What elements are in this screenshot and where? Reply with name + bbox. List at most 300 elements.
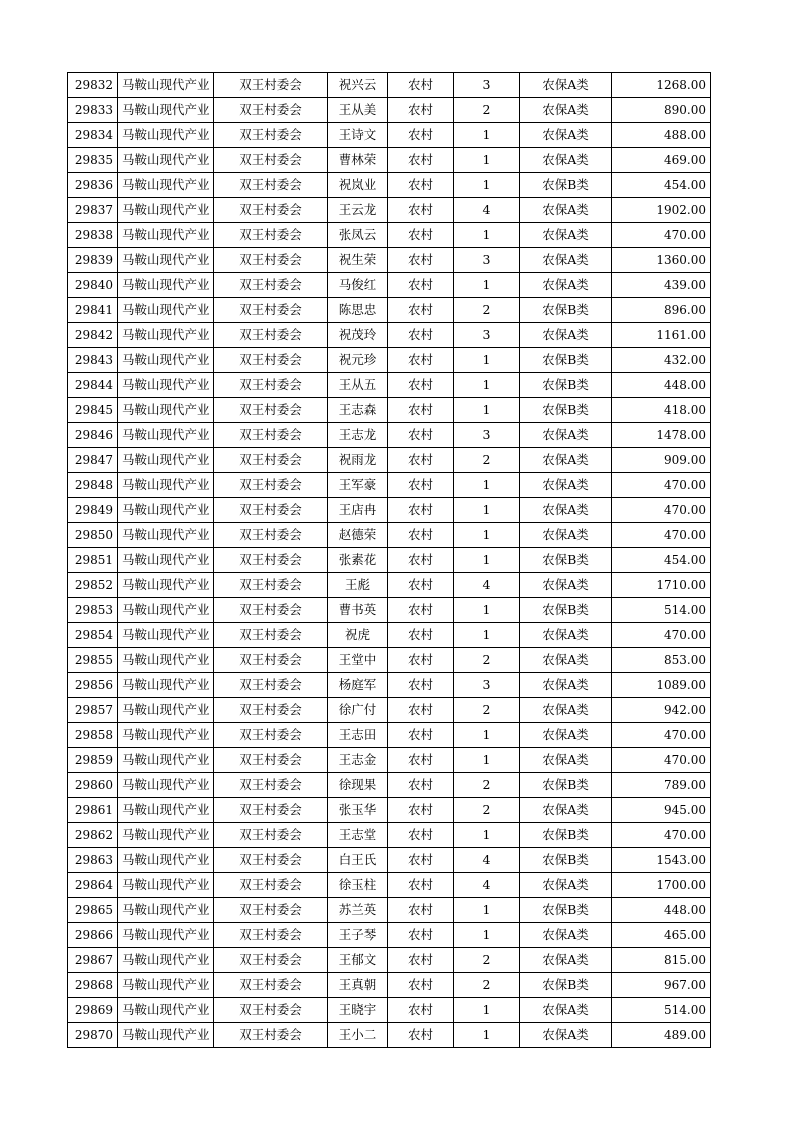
table-row [68,673,711,698]
amount-cell: 470.00 [612,223,711,248]
village-cell: 双王村委会 [214,123,328,148]
village-cell: 双王村委会 [214,948,328,973]
name-cell: 张素花 [328,548,388,573]
name-cell: 王彪 [328,573,388,598]
amount-cell: 815.00 [612,948,711,973]
category-cell: 农保A类 [520,923,612,948]
name-cell: 王从美 [328,98,388,123]
name-cell: 马俊红 [328,273,388,298]
category-cell: 农保A类 [520,873,612,898]
village-cell: 双王村委会 [214,973,328,998]
table-row [68,623,711,648]
village-cell: 双王村委会 [214,323,328,348]
category-cell: 农保A类 [520,423,612,448]
table-row [68,873,711,898]
category-cell: 农保B类 [520,898,612,923]
count-cell: 1 [454,723,520,748]
table-row [68,998,711,1023]
org-cell: 马鞍山现代产业 [118,623,214,648]
table-row [68,848,711,873]
amount-cell: 514.00 [612,998,711,1023]
area-type-cell: 农村 [388,298,454,323]
amount-cell: 909.00 [612,448,711,473]
category-cell: 农保A类 [520,723,612,748]
name-cell: 曹林荣 [328,148,388,173]
area-type-cell: 农村 [388,723,454,748]
row-id-cell: 29865 [68,898,118,923]
name-cell: 赵德荣 [328,523,388,548]
count-cell: 1 [454,748,520,773]
area-type-cell: 农村 [388,898,454,923]
amount-cell: 1161.00 [612,323,711,348]
row-id-cell: 29858 [68,723,118,748]
category-cell: 农保A类 [520,148,612,173]
area-type-cell: 农村 [388,373,454,398]
table-row [68,648,711,673]
category-cell: 农保A类 [520,473,612,498]
amount-cell: 1478.00 [612,423,711,448]
name-cell: 王志田 [328,723,388,748]
name-cell: 王诗文 [328,123,388,148]
count-cell: 1 [454,998,520,1023]
org-cell: 马鞍山现代产业 [118,923,214,948]
row-id-cell: 29844 [68,373,118,398]
org-cell: 马鞍山现代产业 [118,173,214,198]
table-row [68,798,711,823]
row-id-cell: 29868 [68,973,118,998]
table-row [68,348,711,373]
village-cell: 双王村委会 [214,173,328,198]
table-row [68,423,711,448]
row-id-cell: 29837 [68,198,118,223]
row-id-cell: 29861 [68,798,118,823]
table-row [68,398,711,423]
amount-cell: 489.00 [612,1023,711,1048]
area-type-cell: 农村 [388,398,454,423]
org-cell: 马鞍山现代产业 [118,648,214,673]
table-row [68,948,711,973]
row-id-cell: 29856 [68,673,118,698]
name-cell: 张凤云 [328,223,388,248]
area-type-cell: 农村 [388,548,454,573]
table-row [68,323,711,348]
table-row [68,473,711,498]
count-cell: 1 [454,823,520,848]
count-cell: 2 [454,773,520,798]
name-cell: 王军豪 [328,473,388,498]
area-type-cell: 农村 [388,673,454,698]
name-cell: 曹书英 [328,598,388,623]
name-cell: 王志龙 [328,423,388,448]
village-cell: 双王村委会 [214,473,328,498]
village-cell: 双王村委会 [214,98,328,123]
table-row [68,573,711,598]
amount-cell: 454.00 [612,548,711,573]
category-cell: 农保A类 [520,648,612,673]
row-id-cell: 29833 [68,98,118,123]
name-cell: 王志堂 [328,823,388,848]
org-cell: 马鞍山现代产业 [118,573,214,598]
org-cell: 马鞍山现代产业 [118,148,214,173]
table-row [68,298,711,323]
area-type-cell: 农村 [388,973,454,998]
village-cell: 双王村委会 [214,273,328,298]
row-id-cell: 29854 [68,623,118,648]
org-cell: 马鞍山现代产业 [118,498,214,523]
area-type-cell: 农村 [388,923,454,948]
row-id-cell: 29840 [68,273,118,298]
count-cell: 1 [454,373,520,398]
count-cell: 2 [454,448,520,473]
count-cell: 1 [454,223,520,248]
row-id-cell: 29848 [68,473,118,498]
count-cell: 3 [454,73,520,98]
name-cell: 祝元珍 [328,348,388,373]
area-type-cell: 农村 [388,848,454,873]
area-type-cell: 农村 [388,748,454,773]
row-id-cell: 29842 [68,323,118,348]
area-type-cell: 农村 [388,998,454,1023]
area-type-cell: 农村 [388,273,454,298]
area-type-cell: 农村 [388,123,454,148]
name-cell: 王小二 [328,1023,388,1048]
area-type-cell: 农村 [388,623,454,648]
category-cell: 农保A类 [520,748,612,773]
amount-cell: 890.00 [612,98,711,123]
row-id-cell: 29845 [68,398,118,423]
count-cell: 1 [454,473,520,498]
area-type-cell: 农村 [388,798,454,823]
amount-cell: 448.00 [612,898,711,923]
amount-cell: 942.00 [612,698,711,723]
row-id-cell: 29850 [68,523,118,548]
org-cell: 马鞍山现代产业 [118,248,214,273]
village-cell: 双王村委会 [214,823,328,848]
amount-cell: 439.00 [612,273,711,298]
table-row [68,373,711,398]
org-cell: 马鞍山现代产业 [118,123,214,148]
area-type-cell: 农村 [388,248,454,273]
org-cell: 马鞍山现代产业 [118,1023,214,1048]
name-cell: 张玉华 [328,798,388,823]
count-cell: 1 [454,523,520,548]
category-cell: 农保B类 [520,773,612,798]
table-row [68,1023,711,1048]
name-cell: 白王氏 [328,848,388,873]
table-row [68,898,711,923]
row-id-cell: 29869 [68,998,118,1023]
village-cell: 双王村委会 [214,598,328,623]
category-cell: 农保B类 [520,823,612,848]
amount-cell: 1710.00 [612,573,711,598]
area-type-cell: 农村 [388,1023,454,1048]
category-cell: 农保A类 [520,123,612,148]
village-cell: 双王村委会 [214,798,328,823]
village-cell: 双王村委会 [214,398,328,423]
table-row [68,73,711,98]
name-cell: 王真朝 [328,973,388,998]
row-id-cell: 29857 [68,698,118,723]
count-cell: 1 [454,598,520,623]
name-cell: 祝茂玲 [328,323,388,348]
amount-cell: 470.00 [612,723,711,748]
table-row [68,723,711,748]
row-id-cell: 29859 [68,748,118,773]
area-type-cell: 农村 [388,223,454,248]
area-type-cell: 农村 [388,823,454,848]
table-row [68,523,711,548]
village-cell: 双王村委会 [214,73,328,98]
name-cell: 杨庭军 [328,673,388,698]
name-cell: 王店冉 [328,498,388,523]
name-cell: 王云龙 [328,198,388,223]
count-cell: 1 [454,348,520,373]
name-cell: 陈思忠 [328,298,388,323]
category-cell: 农保A类 [520,998,612,1023]
category-cell: 农保B类 [520,848,612,873]
amount-cell: 454.00 [612,173,711,198]
row-id-cell: 29834 [68,123,118,148]
row-id-cell: 29839 [68,248,118,273]
category-cell: 农保B类 [520,398,612,423]
org-cell: 马鞍山现代产业 [118,398,214,423]
amount-cell: 1543.00 [612,848,711,873]
count-cell: 2 [454,648,520,673]
village-cell: 双王村委会 [214,223,328,248]
category-cell: 农保A类 [520,248,612,273]
amount-cell: 945.00 [612,798,711,823]
org-cell: 马鞍山现代产业 [118,998,214,1023]
count-cell: 3 [454,323,520,348]
village-cell: 双王村委会 [214,873,328,898]
row-id-cell: 29867 [68,948,118,973]
table-row [68,273,711,298]
amount-cell: 470.00 [612,823,711,848]
table-row [68,448,711,473]
org-cell: 马鞍山现代产业 [118,473,214,498]
amount-cell: 432.00 [612,348,711,373]
category-cell: 农保A类 [520,573,612,598]
category-cell: 农保B类 [520,173,612,198]
village-cell: 双王村委会 [214,198,328,223]
count-cell: 4 [454,873,520,898]
org-cell: 马鞍山现代产业 [118,223,214,248]
org-cell: 马鞍山现代产业 [118,798,214,823]
village-cell: 双王村委会 [214,623,328,648]
area-type-cell: 农村 [388,948,454,973]
village-cell: 双王村委会 [214,298,328,323]
count-cell: 3 [454,423,520,448]
count-cell: 4 [454,573,520,598]
name-cell: 祝雨龙 [328,448,388,473]
org-cell: 马鞍山现代产业 [118,723,214,748]
village-cell: 双王村委会 [214,898,328,923]
amount-cell: 470.00 [612,498,711,523]
village-cell: 双王村委会 [214,423,328,448]
row-id-cell: 29860 [68,773,118,798]
category-cell: 农保A类 [520,948,612,973]
name-cell: 祝岚业 [328,173,388,198]
org-cell: 马鞍山现代产业 [118,98,214,123]
table-row [68,223,711,248]
row-id-cell: 29855 [68,648,118,673]
category-cell: 农保B类 [520,348,612,373]
amount-cell: 470.00 [612,623,711,648]
count-cell: 4 [454,848,520,873]
table-row [68,148,711,173]
area-type-cell: 农村 [388,198,454,223]
table-row [68,498,711,523]
village-cell: 双王村委会 [214,523,328,548]
category-cell: 农保A类 [520,323,612,348]
count-cell: 1 [454,273,520,298]
area-type-cell: 农村 [388,323,454,348]
area-type-cell: 农村 [388,648,454,673]
org-cell: 马鞍山现代产业 [118,423,214,448]
count-cell: 1 [454,173,520,198]
category-cell: 农保A类 [520,623,612,648]
row-id-cell: 29862 [68,823,118,848]
name-cell: 徐现果 [328,773,388,798]
category-cell: 农保B类 [520,373,612,398]
table-row [68,98,711,123]
org-cell: 马鞍山现代产业 [118,373,214,398]
area-type-cell: 农村 [388,498,454,523]
category-cell: 农保A类 [520,498,612,523]
row-id-cell: 29852 [68,573,118,598]
amount-cell: 470.00 [612,473,711,498]
category-cell: 农保A类 [520,273,612,298]
village-cell: 双王村委会 [214,773,328,798]
amount-cell: 1360.00 [612,248,711,273]
area-type-cell: 农村 [388,598,454,623]
village-cell: 双王村委会 [214,648,328,673]
name-cell: 王堂中 [328,648,388,673]
org-cell: 马鞍山现代产业 [118,773,214,798]
count-cell: 2 [454,948,520,973]
row-id-cell: 29851 [68,548,118,573]
row-id-cell: 29846 [68,423,118,448]
count-cell: 1 [454,623,520,648]
name-cell: 苏兰英 [328,898,388,923]
org-cell: 马鞍山现代产业 [118,898,214,923]
table-row [68,698,711,723]
category-cell: 农保A类 [520,448,612,473]
table-row [68,973,711,998]
table-body [68,73,711,1048]
area-type-cell: 农村 [388,348,454,373]
name-cell: 祝生荣 [328,248,388,273]
amount-cell: 967.00 [612,973,711,998]
org-cell: 马鞍山现代产业 [118,523,214,548]
name-cell: 王从五 [328,373,388,398]
village-cell: 双王村委会 [214,848,328,873]
village-cell: 双王村委会 [214,998,328,1023]
amount-cell: 488.00 [612,123,711,148]
count-cell: 1 [454,148,520,173]
village-cell: 双王村委会 [214,573,328,598]
org-cell: 马鞍山现代产业 [118,348,214,373]
count-cell: 1 [454,1023,520,1048]
count-cell: 2 [454,973,520,998]
row-id-cell: 29870 [68,1023,118,1048]
count-cell: 1 [454,498,520,523]
village-cell: 双王村委会 [214,448,328,473]
village-cell: 双王村委会 [214,148,328,173]
org-cell: 马鞍山现代产业 [118,823,214,848]
org-cell: 马鞍山现代产业 [118,598,214,623]
row-id-cell: 29866 [68,923,118,948]
village-cell: 双王村委会 [214,248,328,273]
amount-cell: 470.00 [612,748,711,773]
count-cell: 1 [454,123,520,148]
row-id-cell: 29838 [68,223,118,248]
village-cell: 双王村委会 [214,723,328,748]
village-cell: 双王村委会 [214,498,328,523]
category-cell: 农保A类 [520,523,612,548]
org-cell: 马鞍山现代产业 [118,673,214,698]
amount-cell: 789.00 [612,773,711,798]
org-cell: 马鞍山现代产业 [118,973,214,998]
area-type-cell: 农村 [388,573,454,598]
amount-cell: 1700.00 [612,873,711,898]
table-row [68,548,711,573]
org-cell: 马鞍山现代产业 [118,298,214,323]
table-row [68,123,711,148]
amount-cell: 469.00 [612,148,711,173]
category-cell: 农保A类 [520,98,612,123]
amount-cell: 853.00 [612,648,711,673]
table-row [68,248,711,273]
village-cell: 双王村委会 [214,748,328,773]
category-cell: 农保A类 [520,198,612,223]
row-id-cell: 29849 [68,498,118,523]
category-cell: 农保A类 [520,1023,612,1048]
name-cell: 徐广付 [328,698,388,723]
village-cell: 双王村委会 [214,548,328,573]
name-cell: 祝兴云 [328,73,388,98]
area-type-cell: 农村 [388,873,454,898]
count-cell: 2 [454,98,520,123]
name-cell: 王志森 [328,398,388,423]
name-cell: 王晓宇 [328,998,388,1023]
org-cell: 马鞍山现代产业 [118,73,214,98]
village-cell: 双王村委会 [214,1023,328,1048]
count-cell: 1 [454,398,520,423]
row-id-cell: 29843 [68,348,118,373]
count-cell: 3 [454,248,520,273]
org-cell: 马鞍山现代产业 [118,748,214,773]
count-cell: 2 [454,798,520,823]
amount-cell: 470.00 [612,523,711,548]
row-id-cell: 29864 [68,873,118,898]
amount-cell: 1902.00 [612,198,711,223]
name-cell: 王郁文 [328,948,388,973]
table-row [68,173,711,198]
table-row [68,198,711,223]
org-cell: 马鞍山现代产业 [118,848,214,873]
area-type-cell: 农村 [388,73,454,98]
table-row [68,923,711,948]
area-type-cell: 农村 [388,98,454,123]
area-type-cell: 农村 [388,698,454,723]
amount-cell: 1089.00 [612,673,711,698]
amount-cell: 514.00 [612,598,711,623]
category-cell: 农保A类 [520,73,612,98]
count-cell: 2 [454,298,520,323]
name-cell: 祝虎 [328,623,388,648]
category-cell: 农保B类 [520,973,612,998]
